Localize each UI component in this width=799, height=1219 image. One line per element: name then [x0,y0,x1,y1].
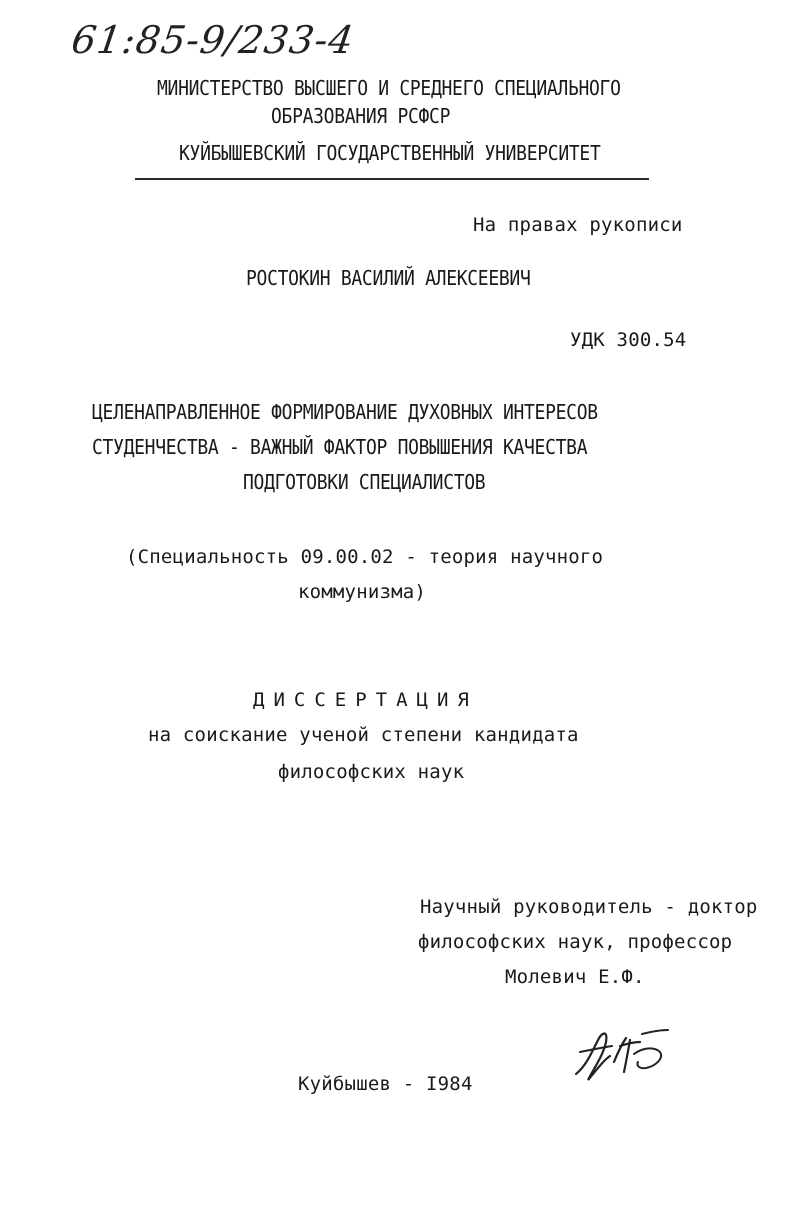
supervisor-line-2: философских наук, профессор [418,931,733,953]
ministry-line-2: ОБРАЗОВАНИЯ РСФСР [271,105,451,129]
dissertation-heading: ДИССЕРТАЦИЯ [253,689,478,711]
udc-code: УДК 300.54 [570,329,687,351]
supervisor-line-1: Научный руководитель - доктор [420,896,758,918]
archive-number-handwritten: 61:85-9/233-4 [68,18,357,62]
specialty-line-1: (Специальность 09.00.02 - теория научного [126,546,604,568]
author-name: РОСТОКИН ВАСИЛИЙ АЛЕКСЕЕВИЧ [246,267,531,291]
dissertation-line-2: философских наук [278,761,465,783]
title-line-3: ПОДГОТОВКИ СПЕЦИАЛИСТОВ [243,471,486,495]
supervisor-name: Молевич Е.Ф. [505,966,645,988]
specialty-line-2: коммунизма) [298,581,427,603]
header-divider [135,178,649,180]
manuscript-note: На правах рукописи [473,214,683,236]
signature-mark [568,1022,672,1088]
title-line-2: СТУДЕНЧЕСТВА - ВАЖНЫЙ ФАКТОР ПОВЫШЕНИЯ КАЧЕСТВА [92,436,588,460]
ministry-line-1: МИНИСТЕРСТВО ВЫСШЕГО И СРЕДНЕГО СПЕЦИАЛЬНОГО [157,77,621,101]
title-line-1: ЦЕЛЕНАПРАВЛЕННОЕ ФОРМИРОВАНИЕ ДУХОВНЫХ ИНТЕРЕСОВ [92,401,598,425]
place-year: Куйбышев - I984 [298,1073,473,1095]
dissertation-line-1: на соискание ученой степени кандидата [148,724,579,746]
university-name: КУЙБЫШЕВСКИЙ ГОСУДАРСТВЕННЫЙ УНИВЕРСИТЕТ [179,142,601,166]
